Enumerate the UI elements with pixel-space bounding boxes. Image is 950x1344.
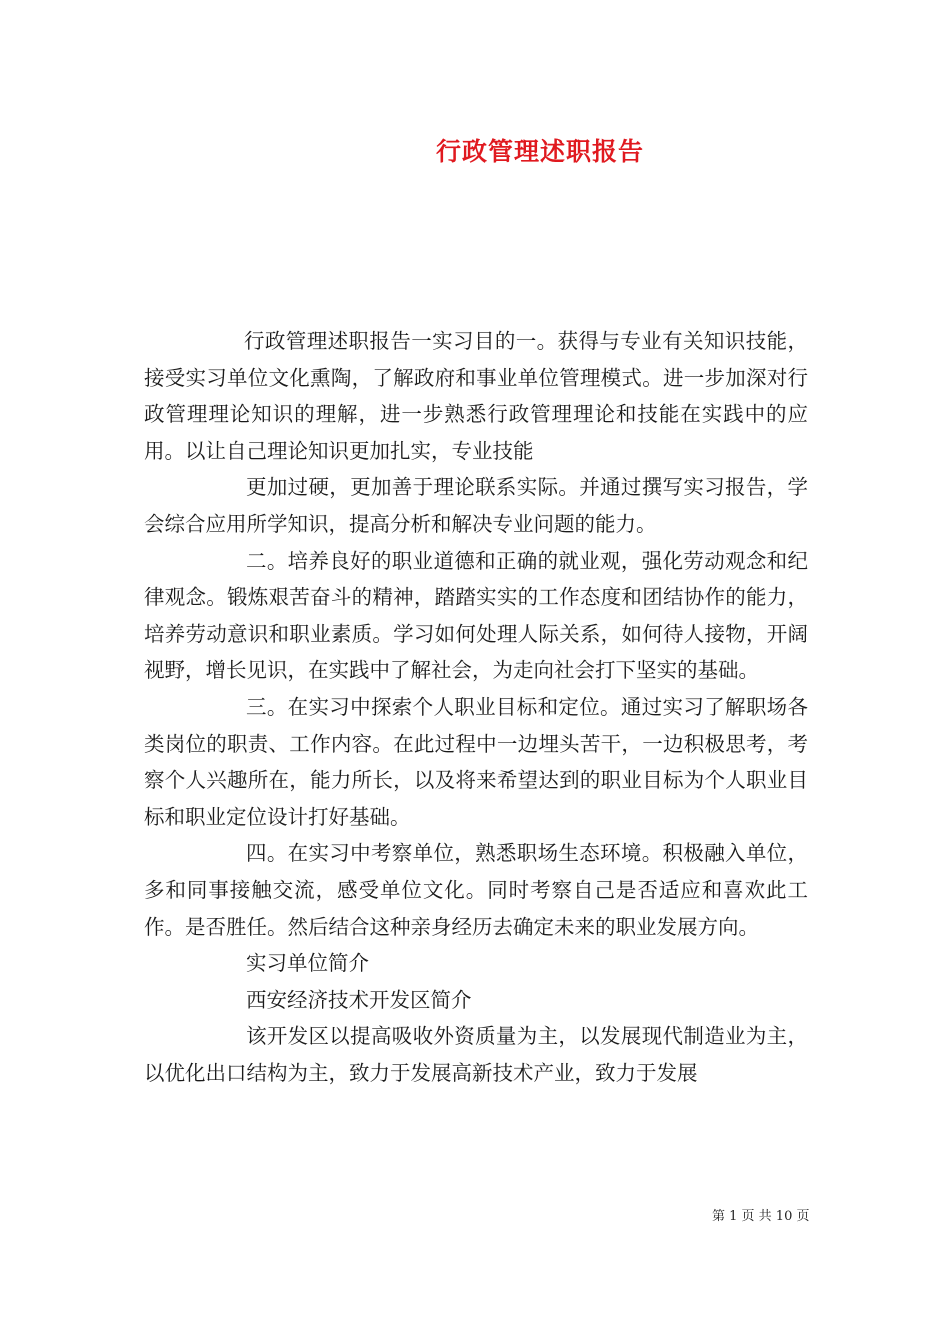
paragraph-2: 更加过硬，更加善于理论联系实际。并通过撰写实习报告，学会综合应用所学知识，提高分析和解决专业问题的能力。	[144, 475, 808, 536]
section-heading-unit-intro: 实习单位简介	[246, 951, 369, 976]
paragraph-3: 二。培养良好的职业道德和正确的就业观，强化劳动观念和纪律观念。锻炼艰苦奋斗的精神，踏踏实实的工作态度和团结协作的能力，培养劳动意识和职业素质。学习如何处理人际关系，如何待人接物，开阔视野，增长见识，在实践中了解社会，为走向社会打下坚实的基础。	[144, 548, 808, 683]
document-title: 行政管理述职报告	[435, 137, 644, 166]
paragraph-6: 该开发区以提高吸收外资质量为主，以发展现代制造业为主，以优化出口结构为主，致力于发展高新技术产业，致力于发展	[144, 1024, 808, 1085]
section-heading-zone-intro: 西安经济技术开发区简介	[246, 987, 472, 1012]
document-body	[144, 323, 808, 1091]
page-footer: 第 1 页 共 10 页	[712, 1209, 810, 1224]
paragraph-5: 四。在实习中考察单位，熟悉职场生态环境。积极融入单位，多和同事接触交流，感受单位文化。同时考察自己是否适应和喜欢此工作。是否胜任。然后结合这种亲身经历去确定未来的职业发展方向。	[144, 841, 808, 939]
paragraph-4: 三。在实习中探索个人职业目标和定位。通过实习了解职场各类岗位的职责、工作内容。在此过程中一边埋头苦干，一边积极思考，考察个人兴趣所在，能力所长，以及将来希望达到的职业目标为个人职业目标和职业定位设计打好基础。	[144, 694, 808, 829]
paragraph-1: 行政管理述职报告一实习目的一。获得与专业有关知识技能，接受实习单位文化熏陶，了解政府和事业单位管理模式。进一步加深对行政管理理论知识的理解，进一步熟悉行政管理理论和技能在实践中的应用。以让自己理论知识更加扎实，专业技能	[144, 329, 808, 463]
